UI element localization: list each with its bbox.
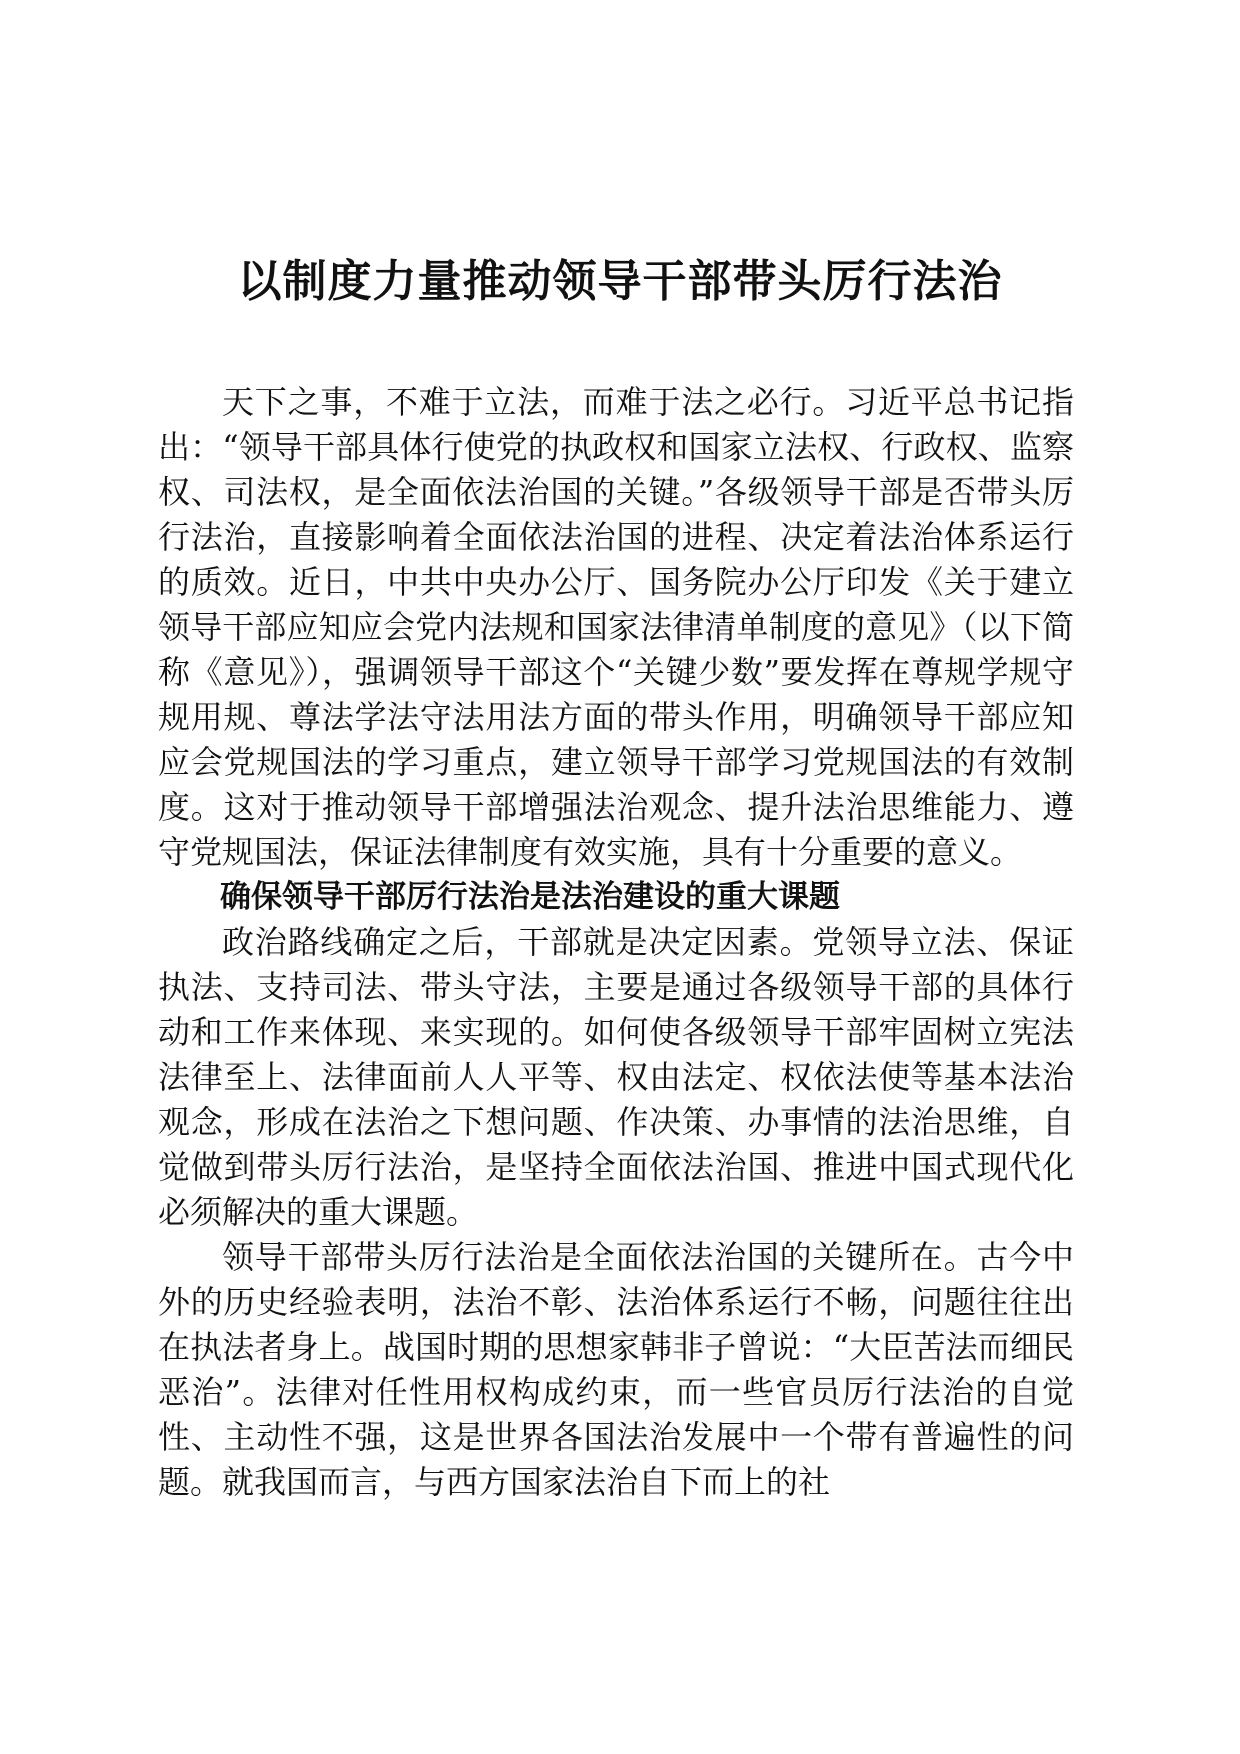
article-body [158,380,1074,1505]
section-heading: 确保领导干部厉行法治是法治建设的重大课题 [220,879,840,915]
article-title: 以制度力量推动领导干部带头厉行法治 [237,256,1003,307]
paragraph-key-to-rule-of-law: 领导干部带头厉行法治是全面依法治国的关键所在。古今中外的历史经验表明，法治不彰、法治体系运行不畅，问题往往出在执法者身上。战国时期的思想家韩非子曾说：“大臣苦法而细民恶治”。法律对任性用权构成约束，而一些官员厉行法治的自觉性、主动性不强，这是世界各国法治发展中一个带有普遍性的问题。就我国而言，与西方国家法治自下而上的社 [158,1238,1074,1501]
paragraph-political-line: 政治路线确定之后，干部就是决定因素。党领导立法、保证执法、支持司法、带头守法，主要是通过各级领导干部的具体行动和工作来体现、来实现的。如何使各级领导干部牢固树立宪法法律至上、法律面前人人平等、权由法定、权依法使等基本法治观念，形成在法治之下想问题、作决策、办事情的法治思维，自觉做到带头厉行法治，是坚持全面依法治国、推进中国式现代化必须解决的重大课题。 [158,923,1074,1231]
paragraph-intro: 天下之事，不难于立法，而难于法之必行。习近平总书记指出：“领导干部具体行使党的执政权和国家立法权、行政权、监察权、司法权，是全面依法治国的关键。”各级领导干部是否带头厉行法治，直接影响着全面依法治国的进程、决定着法治体系运行的质效。近日，中共中央办公厅、国务院办公厅印发《关于建立领导干部应知应会党内法规和国家法律清单制度的意见》（以下简称《意见》），强调领导干部这个“关键少数”要发挥在尊规学规守规用规、尊法学法守法用法方面的带头作用，明确领导干部应知应会党规国法的学习重点，建立领导干部学习党规国法的有效制度。这对于推动领导干部增强法治观念、提升法治思维能力、遵守党规国法，保证法律制度有效实施，具有十分重要的意义。 [158,383,1074,871]
